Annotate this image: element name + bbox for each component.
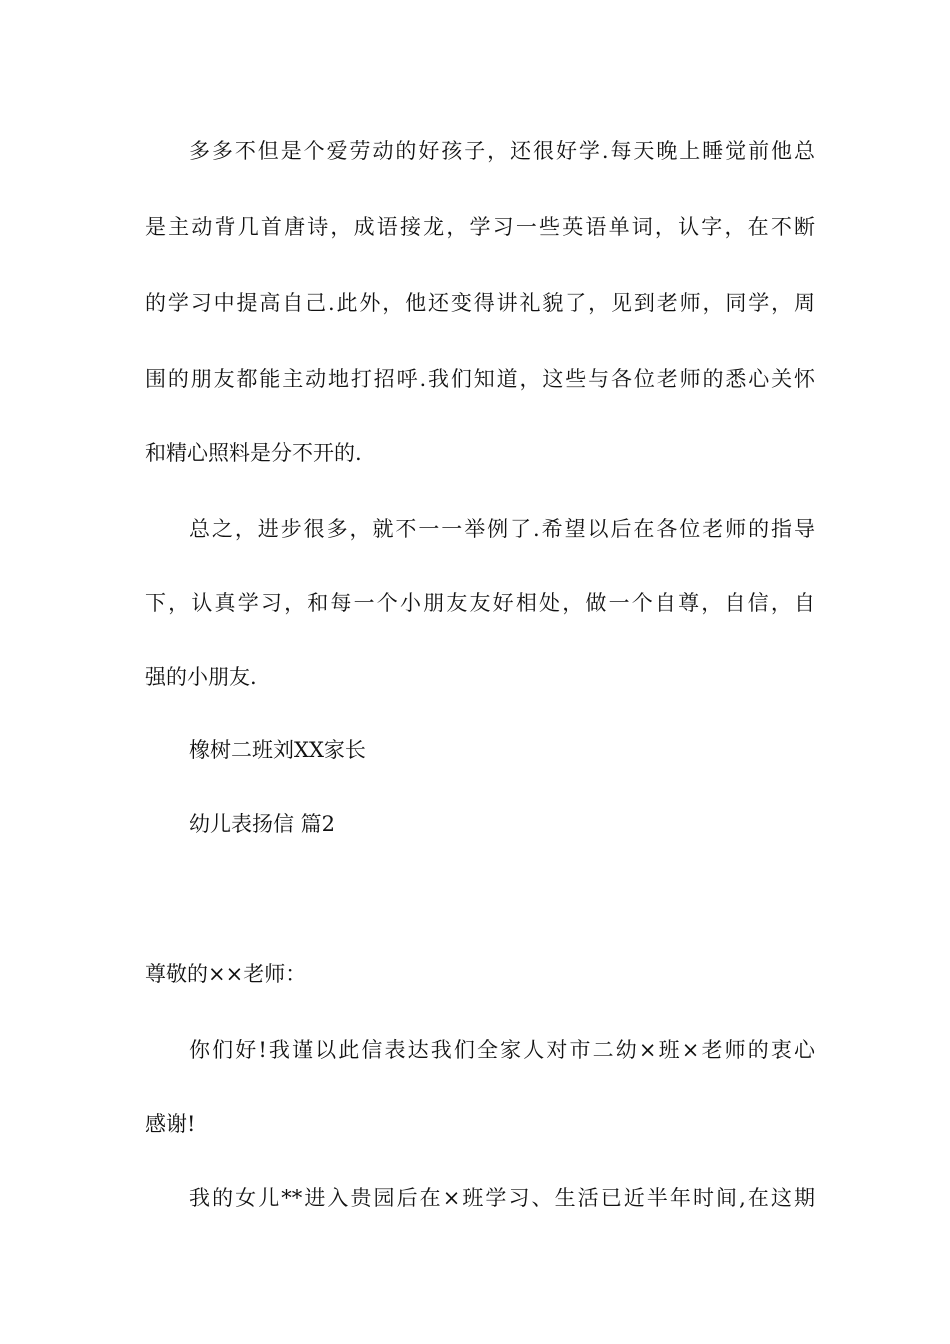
paragraph-line: 下，认真学习，和每一个小朋友友好相处，做一个自尊，自信，自: [145, 591, 815, 615]
paragraph-line: 和精心照料是分不开的.: [145, 441, 362, 465]
paragraph-line: 我的女儿**进入贵园后在×班学习、生活已近半年时间,在这期: [189, 1186, 815, 1210]
paragraph-line: 感谢!: [145, 1112, 196, 1136]
paragraph-line: 多多不但是个爱劳动的好孩子，还很好学.每天晚上睡觉前他总: [189, 139, 815, 163]
paragraph-line: 是主动背几首唐诗，成语接龙，学习一些英语单词，认字，在不断: [145, 215, 815, 239]
paragraph-line: 强的小朋友.: [145, 665, 257, 689]
paragraph-line: 的学习中提高自己.此外，他还变得讲礼貌了，见到老师，同学，周: [145, 291, 815, 315]
signature-line: 橡树二班刘XX家长: [189, 738, 366, 762]
salutation: 尊敬的××老师：: [145, 962, 307, 986]
section-heading: 幼儿表扬信 篇2: [189, 812, 336, 836]
paragraph-line: 你们好!我谨以此信表达我们全家人对市二幼×班×老师的衷心: [189, 1038, 815, 1062]
paragraph-line: 围的朋友都能主动地打招呼.我们知道，这些与各位老师的悉心关怀: [145, 367, 815, 391]
paragraph-line: 总之，进步很多，就不一一举例了.希望以后在各位老师的指导: [189, 517, 815, 541]
